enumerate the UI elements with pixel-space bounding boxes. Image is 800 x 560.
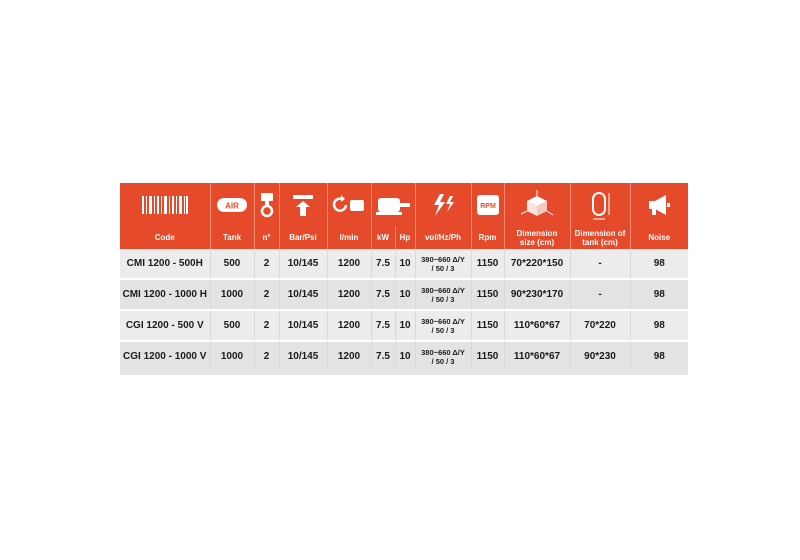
header-tank-dimension-line1: Dimension of xyxy=(574,228,626,238)
header-hp: Hp xyxy=(395,226,415,249)
cell-kw: 7.5 xyxy=(371,279,395,310)
rpm-icon-text: RPM xyxy=(479,202,496,210)
header-pressure: Bar/Psi xyxy=(279,226,327,249)
header-kw: kW xyxy=(371,226,395,249)
cell-code: CGI 1200 - 500 V xyxy=(120,310,210,341)
piston-icon-cell xyxy=(254,183,279,226)
cell-kw: 7.5 xyxy=(371,310,395,341)
cell-piston: 2 xyxy=(254,341,279,372)
cell-rpm: 1150 xyxy=(471,341,504,372)
dimension-cube-icon xyxy=(517,188,557,222)
electric-icon-cell xyxy=(415,183,471,226)
cell-tank: 1000 xyxy=(210,279,254,310)
cell-pressure: 10/145 xyxy=(279,310,327,341)
cell-code: CMI 1200 - 1000 H xyxy=(120,279,210,310)
cell-flow: 1200 xyxy=(327,279,371,310)
tank-dimension-icon xyxy=(585,189,615,221)
column-header-row xyxy=(120,226,688,249)
cell-kw: 7.5 xyxy=(371,341,395,372)
icon-header-row xyxy=(120,183,688,226)
cell-tank: 1000 xyxy=(210,341,254,372)
pressure-gauge-icon xyxy=(290,192,316,218)
cell-hp: 10 xyxy=(395,279,415,310)
motor-icon xyxy=(374,194,412,216)
cell-dimension: 90*230*170 xyxy=(504,279,570,310)
flow-icon-cell xyxy=(327,183,371,226)
rpm-icon-cell xyxy=(471,183,504,226)
cell-noise: 98 xyxy=(630,279,688,310)
cell-electric-line1: 380~660 Δ/Y xyxy=(421,254,465,264)
header-code: Code xyxy=(120,226,210,249)
cell-tank-dimension: - xyxy=(570,279,630,310)
cell-rpm: 1150 xyxy=(471,249,504,279)
cell-flow: 1200 xyxy=(327,341,371,372)
header-tank-dimension-line2: tank (cm) xyxy=(582,237,618,247)
header-dimension-line1: Dimension xyxy=(516,228,558,238)
air-icon-text: AIR xyxy=(225,201,239,210)
cell-pressure: 10/145 xyxy=(279,279,327,310)
header-noise: Noise xyxy=(630,226,688,249)
cell-tank-dimension: 70*220 xyxy=(570,310,630,341)
header-tank: Tank xyxy=(210,226,254,249)
barcode-icon xyxy=(140,194,190,216)
cell-tank-dimension: 90*230 xyxy=(570,341,630,372)
cell-electric-line1: 380~660 Δ/Y xyxy=(421,285,465,295)
cell-rpm: 1150 xyxy=(471,279,504,310)
cell-dimension: 70*220*150 xyxy=(504,249,570,279)
table-row xyxy=(120,249,688,279)
header-piston: n° xyxy=(254,226,279,249)
cell-electric-line2: / 50 / 3 xyxy=(431,356,455,366)
dimension-icon-cell xyxy=(504,183,570,226)
cell-noise: 98 xyxy=(630,249,688,279)
cell-tank: 500 xyxy=(210,310,254,341)
rpm-icon xyxy=(475,192,501,218)
cell-rpm: 1150 xyxy=(471,310,504,341)
header-electric: vol/Hz/Ph xyxy=(415,226,471,249)
cell-electric-line2: / 50 / 3 xyxy=(431,325,455,335)
noise-icon-cell xyxy=(630,183,688,226)
cell-code: CMI 1200 - 500H xyxy=(120,249,210,279)
air-tank-icon xyxy=(215,195,249,215)
cell-code: CGI 1200 - 1000 V xyxy=(120,341,210,372)
cell-pressure: 10/145 xyxy=(279,249,327,279)
cell-noise: 98 xyxy=(630,310,688,341)
power-lightning-icon xyxy=(428,192,458,218)
header-dimension-line2: size (cm) xyxy=(519,237,555,247)
cell-dimension: 110*60*67 xyxy=(504,341,570,372)
cell-electric xyxy=(415,310,471,341)
table-bottom-strip xyxy=(120,369,688,375)
cell-pressure: 10/145 xyxy=(279,341,327,372)
tank-icon-cell xyxy=(210,183,254,226)
pressure-icon-cell xyxy=(279,183,327,226)
cell-electric xyxy=(415,341,471,372)
table-row xyxy=(120,279,688,310)
cell-tank: 500 xyxy=(210,249,254,279)
header-tank-dimension xyxy=(570,226,630,249)
motor-icon-cell xyxy=(371,183,415,226)
cell-electric-line1: 380~660 Δ/Y xyxy=(421,316,465,326)
flow-icon xyxy=(332,194,366,216)
cell-electric xyxy=(415,249,471,279)
cell-electric-line2: / 50 / 3 xyxy=(431,294,455,304)
cell-noise: 98 xyxy=(630,341,688,372)
piston-icon xyxy=(258,192,276,218)
cell-flow: 1200 xyxy=(327,310,371,341)
table-row xyxy=(120,310,688,341)
cell-hp: 10 xyxy=(395,249,415,279)
cell-piston: 2 xyxy=(254,249,279,279)
header-flow: l/min xyxy=(327,226,371,249)
cell-flow: 1200 xyxy=(327,249,371,279)
cell-electric-line1: 380~660 Δ/Y xyxy=(421,347,465,357)
cell-dimension: 110*60*67 xyxy=(504,310,570,341)
cell-hp: 10 xyxy=(395,310,415,341)
noise-megaphone-icon xyxy=(646,193,672,217)
tank-dimension-icon-cell xyxy=(570,183,630,226)
cell-kw: 7.5 xyxy=(371,249,395,279)
table-row xyxy=(120,341,688,372)
cell-piston: 2 xyxy=(254,310,279,341)
cell-electric-line2: / 50 / 3 xyxy=(431,263,455,273)
cell-electric xyxy=(415,279,471,310)
cell-hp: 10 xyxy=(395,341,415,372)
cell-tank-dimension: - xyxy=(570,249,630,279)
specification-table xyxy=(120,183,688,373)
header-rpm: Rpm xyxy=(471,226,504,249)
cell-piston: 2 xyxy=(254,279,279,310)
header-dimension xyxy=(504,226,570,249)
code-icon-cell xyxy=(120,183,210,226)
